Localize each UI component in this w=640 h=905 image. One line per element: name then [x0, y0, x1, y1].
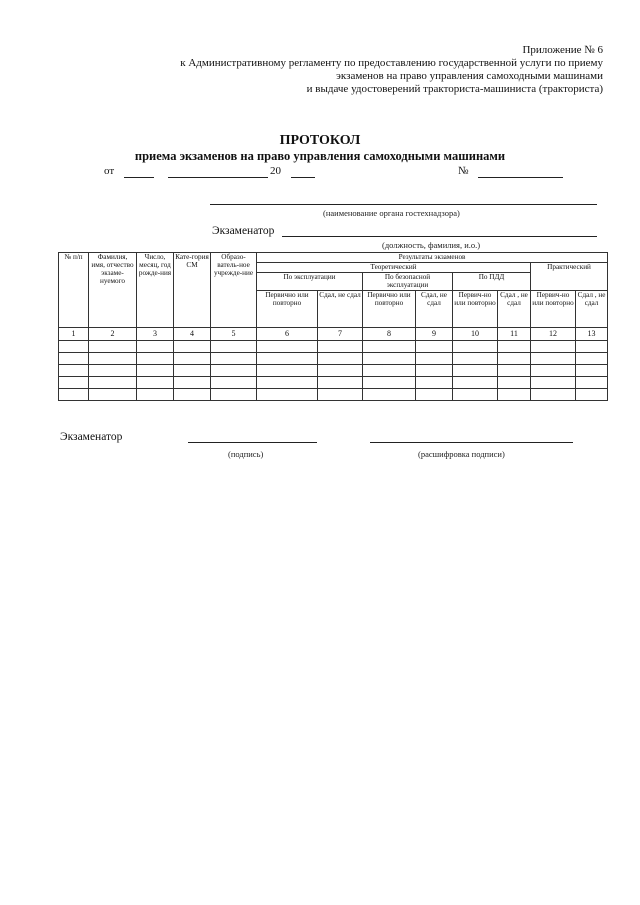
- header-results: Результаты экзаменов: [257, 253, 608, 263]
- header-first-or-repeat-pdd: Первич-но или повторно: [453, 291, 498, 328]
- document-title: ПРОТОКОЛ: [279, 133, 361, 148]
- column-number: 8: [363, 328, 416, 341]
- table-cell[interactable]: [174, 389, 211, 401]
- column-number: 5: [211, 328, 257, 341]
- header-passed-failed: Сдал, не сдал: [318, 291, 363, 328]
- table-cell[interactable]: [174, 377, 211, 389]
- date-year-blank[interactable]: [291, 177, 315, 178]
- table-cell[interactable]: [363, 341, 416, 353]
- table-cell[interactable]: [363, 353, 416, 365]
- table-cell[interactable]: [89, 353, 137, 365]
- table-cell[interactable]: [416, 377, 453, 389]
- table-cell[interactable]: [416, 341, 453, 353]
- table-cell[interactable]: [318, 365, 363, 377]
- column-number: 1: [59, 328, 89, 341]
- header-safe-operation: По безопасной эксплуатации: [363, 273, 453, 291]
- appendix-line-4: и выдаче удостоверений тракториста-машиниста (тракториста): [306, 83, 603, 95]
- date-day-blank[interactable]: [124, 177, 154, 178]
- table-cell[interactable]: [211, 353, 257, 365]
- table-cell[interactable]: [257, 341, 318, 353]
- table-cell[interactable]: [89, 365, 137, 377]
- protocol-number-blank[interactable]: [478, 177, 563, 178]
- column-number-row: [59, 328, 608, 341]
- table-cell[interactable]: [363, 389, 416, 401]
- table-row: [59, 377, 608, 389]
- column-number: 2: [89, 328, 137, 341]
- table-cell[interactable]: [498, 353, 531, 365]
- header-education: Образо-ватель-ное учрежде-ние: [211, 253, 257, 328]
- table-cell[interactable]: [211, 365, 257, 377]
- appendix-line-2: к Административному регламенту по предоставлению государственной услуги по приему: [180, 57, 603, 69]
- decryption-caption: (расшифровка подписи): [418, 449, 505, 459]
- table-cell[interactable]: [211, 377, 257, 389]
- column-number: 9: [416, 328, 453, 341]
- column-number: 11: [498, 328, 531, 341]
- table-cell[interactable]: [59, 341, 89, 353]
- table-row: [59, 353, 608, 365]
- header-passed-failed: Сдал, не сдал: [416, 291, 453, 328]
- header-theory: Теоретический: [257, 263, 531, 273]
- table-cell[interactable]: [531, 377, 576, 389]
- table-cell[interactable]: [211, 341, 257, 353]
- header-first-or-repeat: Первично или повторно: [363, 291, 416, 328]
- table-cell[interactable]: [416, 365, 453, 377]
- table-cell[interactable]: [137, 353, 174, 365]
- table-cell[interactable]: [257, 389, 318, 401]
- examiner-blank[interactable]: [282, 236, 597, 237]
- table-cell[interactable]: [498, 377, 531, 389]
- table-row: [59, 341, 608, 353]
- appendix-line-3: экзаменов на право управления самоходными машинами: [336, 70, 603, 82]
- table-row: [59, 389, 608, 401]
- table-cell[interactable]: [137, 365, 174, 377]
- table-cell[interactable]: [174, 341, 211, 353]
- table-cell[interactable]: [416, 389, 453, 401]
- table-cell[interactable]: [453, 365, 498, 377]
- table-cell[interactable]: [531, 341, 576, 353]
- table-cell[interactable]: [89, 377, 137, 389]
- table-cell[interactable]: [576, 341, 608, 353]
- date-month-blank[interactable]: [168, 177, 268, 178]
- footer-examiner-label: Экзаменатор: [60, 431, 123, 443]
- header-num: № п/п: [59, 253, 89, 328]
- table-cell[interactable]: [453, 353, 498, 365]
- table-cell[interactable]: [174, 353, 211, 365]
- column-number: 7: [318, 328, 363, 341]
- table-cell[interactable]: [137, 341, 174, 353]
- table-cell[interactable]: [576, 353, 608, 365]
- table-cell[interactable]: [257, 353, 318, 365]
- header-pdd: По ПДД: [453, 273, 531, 291]
- exam-results-table: [58, 252, 608, 401]
- header-birth: Число, месяц, год рожде-ния: [137, 253, 174, 328]
- table-cell[interactable]: [59, 389, 89, 401]
- header-passed-failed-practical: Сдал , не сдал: [576, 291, 608, 328]
- table-cell[interactable]: [498, 389, 531, 401]
- table-cell[interactable]: [498, 341, 531, 353]
- table-cell[interactable]: [257, 377, 318, 389]
- table-cell[interactable]: [576, 377, 608, 389]
- table-cell[interactable]: [59, 353, 89, 365]
- table-cell[interactable]: [453, 341, 498, 353]
- column-number: 10: [453, 328, 498, 341]
- header-practical: Практический: [531, 263, 608, 291]
- signature-caption: (подпись): [228, 449, 264, 459]
- appendix-block: [180, 44, 603, 96]
- organ-name-blank[interactable]: [210, 204, 597, 205]
- document-subtitle: приема экзаменов на право управления самоходными машинами: [134, 149, 506, 163]
- table-cell[interactable]: [453, 389, 498, 401]
- examiner-label: Экзаменатор: [212, 225, 275, 237]
- appendix-line-1: Приложение № 6: [522, 44, 603, 56]
- table-cell[interactable]: [531, 353, 576, 365]
- table-cell[interactable]: [416, 353, 453, 365]
- table-cell[interactable]: [576, 365, 608, 377]
- organ-caption: (наименование органа гостехнадзора): [323, 208, 460, 218]
- table-cell[interactable]: [318, 341, 363, 353]
- decryption-blank[interactable]: [370, 442, 573, 443]
- table-cell[interactable]: [363, 377, 416, 389]
- table-cell[interactable]: [318, 353, 363, 365]
- column-number: 12: [531, 328, 576, 341]
- header-category: Кате-гория СМ: [174, 253, 211, 328]
- table-cell[interactable]: [137, 377, 174, 389]
- table-cell[interactable]: [318, 377, 363, 389]
- table-cell[interactable]: [453, 377, 498, 389]
- table-cell[interactable]: [257, 365, 318, 377]
- table-row: [59, 365, 608, 377]
- examiner-caption: (должность, фамилия, и.о.): [382, 240, 481, 250]
- header-first-or-repeat-practical: Первич-но или повторно: [531, 291, 576, 328]
- table-cell[interactable]: [576, 389, 608, 401]
- table-cell[interactable]: [59, 365, 89, 377]
- table-cell[interactable]: [211, 389, 257, 401]
- column-number: 13: [576, 328, 608, 341]
- number-sign: №: [458, 165, 469, 177]
- table-cell[interactable]: [89, 389, 137, 401]
- header-first-or-repeat: Первично или повторно: [257, 291, 318, 328]
- header-passed-failed-pdd: Сдал , не сдал: [498, 291, 531, 328]
- table-cell[interactable]: [498, 365, 531, 377]
- date-year-prefix: 20: [270, 165, 281, 177]
- table-cell[interactable]: [89, 341, 137, 353]
- table-cell[interactable]: [531, 365, 576, 377]
- column-number: 4: [174, 328, 211, 341]
- table-cell[interactable]: [363, 365, 416, 377]
- table-cell[interactable]: [137, 389, 174, 401]
- table-cell[interactable]: [59, 377, 89, 389]
- table-cell[interactable]: [531, 389, 576, 401]
- header-operation: По эксплуатации: [257, 273, 363, 291]
- header-fio: Фамилия, имя, отчество экзаме-нуемого: [89, 253, 137, 328]
- table-cell[interactable]: [174, 365, 211, 377]
- table-cell[interactable]: [318, 389, 363, 401]
- date-from-label: от: [104, 165, 115, 177]
- column-number: 6: [257, 328, 318, 341]
- column-number: 3: [137, 328, 174, 341]
- signature-blank[interactable]: [188, 442, 317, 443]
